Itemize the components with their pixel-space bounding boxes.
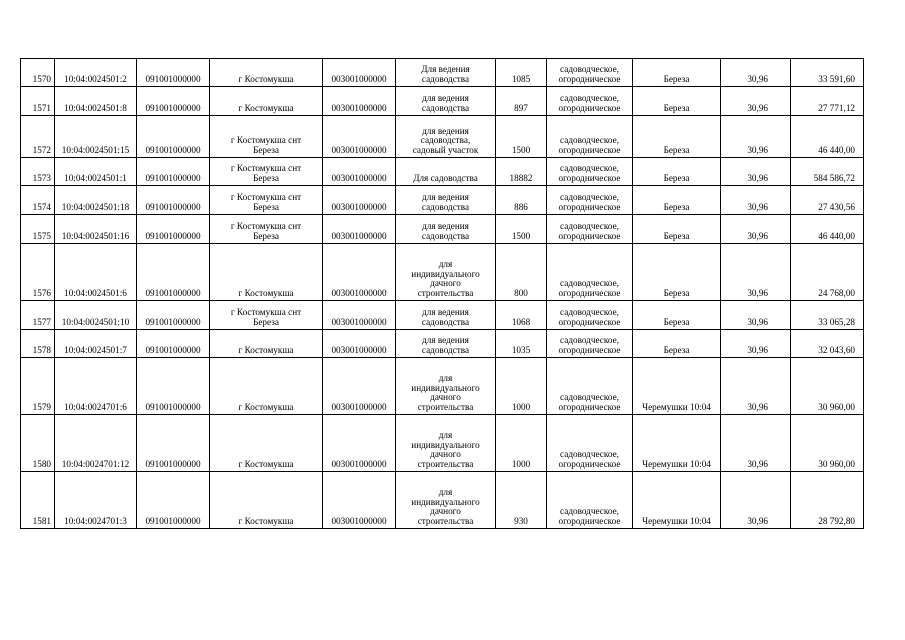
table-row [21, 301, 864, 330]
permitted-use-cell: для индивидуального дачного строительства [396, 244, 496, 301]
oktmo-code-cell: 003001000000 [323, 330, 396, 358]
specific-value-cell: 30,96 [721, 358, 791, 415]
cadastral-value-cell: 32 043,60 [791, 330, 864, 358]
valuation-zone-cell: Береза [633, 301, 721, 330]
okato-code-cell: 091001000000 [137, 87, 210, 116]
cadastral-value-cell: 30 960,00 [791, 415, 864, 472]
cadastral-number-cell: 10:04:0024501:1 [55, 158, 137, 186]
specific-value-cell: 30,96 [721, 87, 791, 116]
permitted-use-cell: для ведения садоводства [396, 215, 496, 244]
permitted-use-cell: для индивидуального дачного строительства [396, 415, 496, 472]
okato-code-cell: 091001000000 [137, 415, 210, 472]
row-number: 1581 [21, 472, 55, 529]
cadastral-number-cell: 10:04:0024501:15 [55, 116, 137, 158]
oktmo-code-cell: 003001000000 [323, 415, 396, 472]
locality-cell: г Костомукша [210, 358, 323, 415]
cadastral-number-cell: 10:04:0024501:18 [55, 186, 137, 215]
locality-cell: г Костомукша [210, 472, 323, 529]
table-row [21, 186, 864, 215]
specific-value-cell: 30,96 [721, 215, 791, 244]
oktmo-code-cell: 003001000000 [323, 301, 396, 330]
cadastral-value-cell: 584 586,72 [791, 158, 864, 186]
table-body [21, 59, 864, 529]
valuation-zone-cell: Черемушки 10:04 [633, 358, 721, 415]
cadastral-value-cell: 33 591,60 [791, 59, 864, 87]
oktmo-code-cell: 003001000000 [323, 87, 396, 116]
cadastral-value-cell: 30 960,00 [791, 358, 864, 415]
okato-code-cell: 091001000000 [137, 358, 210, 415]
category-cell: садоводческое, огородническое [547, 358, 633, 415]
cadastral-value-cell: 46 440,00 [791, 215, 864, 244]
category-cell: садоводческое, огородническое [547, 59, 633, 87]
category-cell: садоводческое, огородническое [547, 415, 633, 472]
cadastral-value-cell: 33 065,28 [791, 301, 864, 330]
oktmo-code-cell: 003001000000 [323, 116, 396, 158]
category-cell: садоводческое, огородническое [547, 244, 633, 301]
valuation-zone-cell: Береза [633, 186, 721, 215]
okato-code-cell: 091001000000 [137, 59, 210, 87]
okato-code-cell: 091001000000 [137, 472, 210, 529]
category-cell: садоводческое, огородническое [547, 186, 633, 215]
locality-cell: г Костомукша [210, 59, 323, 87]
valuation-zone-cell: Береза [633, 330, 721, 358]
row-number: 1572 [21, 116, 55, 158]
specific-value-cell: 30,96 [721, 116, 791, 158]
category-cell: садоводческое, огородническое [547, 330, 633, 358]
cadastral-value-cell: 24 768,00 [791, 244, 864, 301]
valuation-zone-cell: Береза [633, 244, 721, 301]
specific-value-cell: 30,96 [721, 472, 791, 529]
okato-code-cell: 091001000000 [137, 330, 210, 358]
cadastral-value-cell: 27 430,56 [791, 186, 864, 215]
table-row [21, 472, 864, 529]
table-row [21, 215, 864, 244]
locality-cell: г Костомукша [210, 330, 323, 358]
permitted-use-cell: для индивидуального дачного строительства [396, 358, 496, 415]
category-cell: садоводческое, огородническое [547, 215, 633, 244]
table-row [21, 415, 864, 472]
table-row [21, 330, 864, 358]
oktmo-code-cell: 003001000000 [323, 158, 396, 186]
area-cell: 1000 [496, 358, 547, 415]
table-row [21, 158, 864, 186]
valuation-zone-cell: Береза [633, 116, 721, 158]
row-number: 1574 [21, 186, 55, 215]
row-number: 1576 [21, 244, 55, 301]
permitted-use-cell: для ведения садоводства [396, 330, 496, 358]
permitted-use-cell: для индивидуального дачного строительства [396, 472, 496, 529]
permitted-use-cell: Для садоводства [396, 158, 496, 186]
locality-cell: г Костомукша снт Береза [210, 215, 323, 244]
cadastral-number-cell: 10:04:0024701:3 [55, 472, 137, 529]
area-cell: 1500 [496, 116, 547, 158]
table-row [21, 116, 864, 158]
permitted-use-cell: для ведения садоводства [396, 186, 496, 215]
land-plots-table [20, 58, 864, 529]
category-cell: садоводческое, огородническое [547, 116, 633, 158]
locality-cell: г Костомукша снт Береза [210, 158, 323, 186]
cadastral-number-cell: 10:04:0024501:6 [55, 244, 137, 301]
row-number: 1577 [21, 301, 55, 330]
oktmo-code-cell: 003001000000 [323, 244, 396, 301]
area-cell: 1085 [496, 59, 547, 87]
area-cell: 930 [496, 472, 547, 529]
locality-cell: г Костомукша [210, 244, 323, 301]
okato-code-cell: 091001000000 [137, 116, 210, 158]
oktmo-code-cell: 003001000000 [323, 215, 396, 244]
area-cell: 18882 [496, 158, 547, 186]
oktmo-code-cell: 003001000000 [323, 59, 396, 87]
cadastral-number-cell: 10:04:0024501:7 [55, 330, 137, 358]
oktmo-code-cell: 003001000000 [323, 472, 396, 529]
category-cell: садоводческое, огородническое [547, 158, 633, 186]
cadastral-number-cell: 10:04:0024701:12 [55, 415, 137, 472]
oktmo-code-cell: 003001000000 [323, 358, 396, 415]
area-cell: 1035 [496, 330, 547, 358]
cadastral-number-cell: 10:04:0024501:2 [55, 59, 137, 87]
valuation-zone-cell: Береза [633, 215, 721, 244]
category-cell: садоводческое, огородническое [547, 472, 633, 529]
category-cell: садоводческое, огородническое [547, 87, 633, 116]
permitted-use-cell: для ведения садоводства, садовый участок [396, 116, 496, 158]
category-cell: садоводческое, огородническое [547, 301, 633, 330]
cadastral-number-cell: 10:04:0024501:16 [55, 215, 137, 244]
permitted-use-cell: для ведения садоводства [396, 301, 496, 330]
valuation-zone-cell: Черемушки 10:04 [633, 472, 721, 529]
table-row [21, 87, 864, 116]
specific-value-cell: 30,96 [721, 330, 791, 358]
specific-value-cell: 30,96 [721, 158, 791, 186]
okato-code-cell: 091001000000 [137, 186, 210, 215]
cadastral-value-cell: 46 440,00 [791, 116, 864, 158]
okato-code-cell: 091001000000 [137, 244, 210, 301]
area-cell: 897 [496, 87, 547, 116]
cadastral-value-cell: 28 792,80 [791, 472, 864, 529]
specific-value-cell: 30,96 [721, 415, 791, 472]
table-row [21, 244, 864, 301]
row-number: 1571 [21, 87, 55, 116]
oktmo-code-cell: 003001000000 [323, 186, 396, 215]
area-cell: 886 [496, 186, 547, 215]
locality-cell: г Костомукша снт Береза [210, 186, 323, 215]
valuation-zone-cell: Черемушки 10:04 [633, 415, 721, 472]
area-cell: 1500 [496, 215, 547, 244]
locality-cell: г Костомукша снт Береза [210, 301, 323, 330]
row-number: 1570 [21, 59, 55, 87]
specific-value-cell: 30,96 [721, 301, 791, 330]
row-number: 1580 [21, 415, 55, 472]
row-number: 1579 [21, 358, 55, 415]
okato-code-cell: 091001000000 [137, 158, 210, 186]
row-number: 1578 [21, 330, 55, 358]
locality-cell: г Костомукша [210, 87, 323, 116]
cadastral-value-cell: 27 771,12 [791, 87, 864, 116]
area-cell: 800 [496, 244, 547, 301]
specific-value-cell: 30,96 [721, 244, 791, 301]
row-number: 1573 [21, 158, 55, 186]
permitted-use-cell: для ведения садоводства [396, 87, 496, 116]
permitted-use-cell: Для ведения садоводства [396, 59, 496, 87]
cadastral-number-cell: 10:04:0024501:10 [55, 301, 137, 330]
area-cell: 1000 [496, 415, 547, 472]
okato-code-cell: 091001000000 [137, 215, 210, 244]
specific-value-cell: 30,96 [721, 59, 791, 87]
valuation-zone-cell: Береза [633, 158, 721, 186]
locality-cell: г Костомукша [210, 415, 323, 472]
cadastral-number-cell: 10:04:0024501:8 [55, 87, 137, 116]
valuation-zone-cell: Береза [633, 59, 721, 87]
cadastral-number-cell: 10:04:0024701:6 [55, 358, 137, 415]
valuation-zone-cell: Береза [633, 87, 721, 116]
table-row [21, 59, 864, 87]
locality-cell: г Костомукша снт Береза [210, 116, 323, 158]
area-cell: 1068 [496, 301, 547, 330]
okato-code-cell: 091001000000 [137, 301, 210, 330]
table-row [21, 358, 864, 415]
specific-value-cell: 30,96 [721, 186, 791, 215]
row-number: 1575 [21, 215, 55, 244]
